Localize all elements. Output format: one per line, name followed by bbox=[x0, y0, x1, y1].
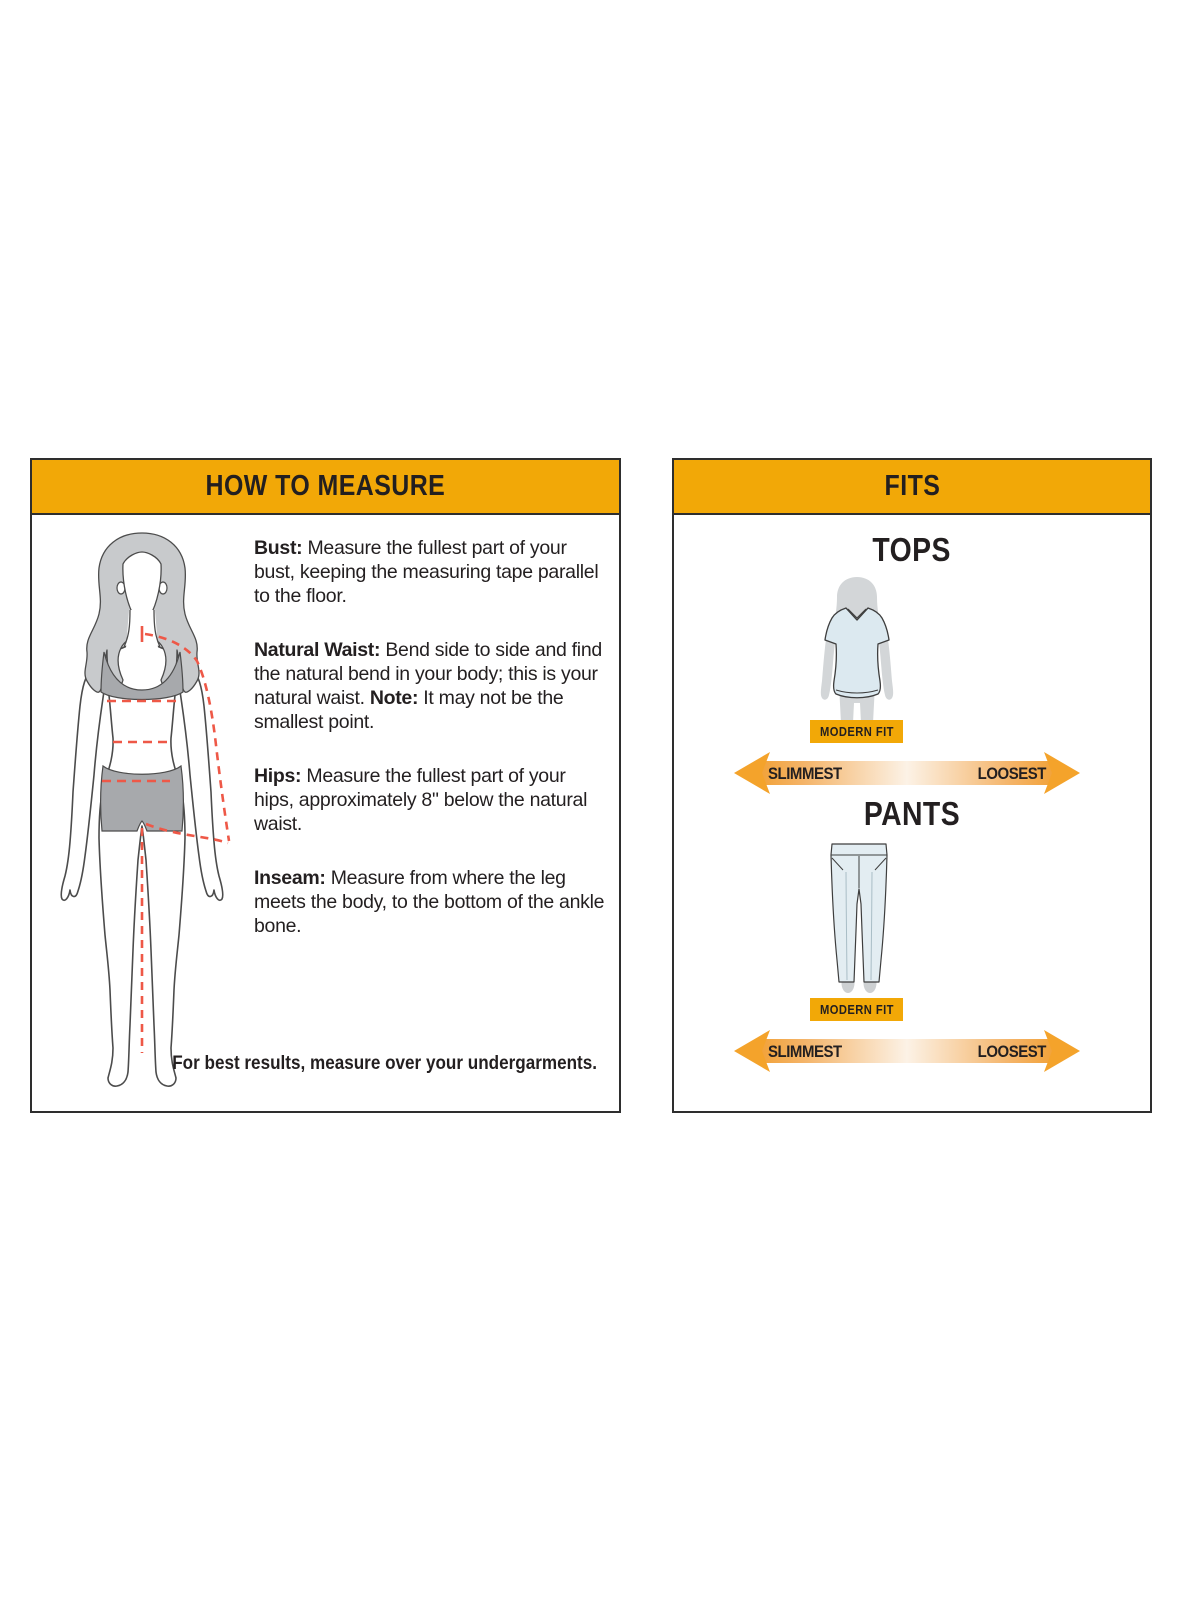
hips-label: Hips: bbox=[254, 765, 302, 787]
measure-section-bust bbox=[254, 536, 610, 608]
bust-label: Bust: bbox=[254, 537, 303, 559]
measure-instructions bbox=[254, 536, 610, 968]
pants-heading: PANTS bbox=[863, 795, 961, 832]
inseam-label: Inseam: bbox=[254, 867, 326, 889]
natural-waist-text: Bend side to side and find the natural bend in your body; this is your natural waist. bbox=[254, 639, 602, 709]
pants-fit-illustration bbox=[827, 842, 891, 994]
shorts bbox=[101, 766, 184, 831]
how-to-measure-header bbox=[32, 460, 619, 515]
inseam-text: Measure from where the leg meets the body, to the bottom of the ankle bone. bbox=[254, 867, 605, 937]
how-to-measure-title: HOW TO MEASURE bbox=[205, 470, 446, 502]
tops-heading: TOPS bbox=[872, 531, 952, 568]
bust-text: Measure the fullest part of your bust, keeping the measuring tape parallel to the floor. bbox=[254, 537, 599, 607]
loosest-label: LOOSEST bbox=[977, 1043, 1046, 1062]
measure-footnote: For best results, measure over your undergarments. bbox=[172, 1053, 597, 1074]
tops-fit-scale-arrow bbox=[734, 752, 1080, 794]
fits-panel bbox=[672, 458, 1152, 1113]
note-text: It may not be the smallest point. bbox=[254, 687, 564, 733]
measure-section-inseam bbox=[254, 866, 610, 938]
pants-fit-badge: MODERN FIT bbox=[810, 998, 903, 1021]
how-to-measure-panel bbox=[30, 458, 621, 1113]
fits-header bbox=[674, 460, 1150, 515]
top-fit-illustration bbox=[807, 575, 907, 723]
measure-section-hips bbox=[254, 764, 610, 836]
slimmest-label: SLIMMEST bbox=[768, 765, 842, 784]
slimmest-label: SLIMMEST bbox=[768, 1043, 842, 1062]
fits-title: FITS bbox=[884, 470, 940, 502]
hips-text: Measure the fullest part of your hips, approximately 8" below the natural waist. bbox=[254, 765, 588, 835]
tops-fit-badge: MODERN FIT bbox=[810, 720, 903, 743]
note-label: Note: bbox=[369, 687, 419, 709]
body-outline bbox=[61, 643, 223, 1086]
natural-waist-label: Natural Waist: bbox=[254, 639, 381, 661]
pants-fit-scale-arrow bbox=[734, 1030, 1080, 1072]
loosest-label: LOOSEST bbox=[977, 765, 1046, 784]
measure-section-natural-waist bbox=[254, 638, 610, 734]
female-body-illustration bbox=[47, 530, 237, 1090]
vneck-top bbox=[825, 608, 889, 698]
